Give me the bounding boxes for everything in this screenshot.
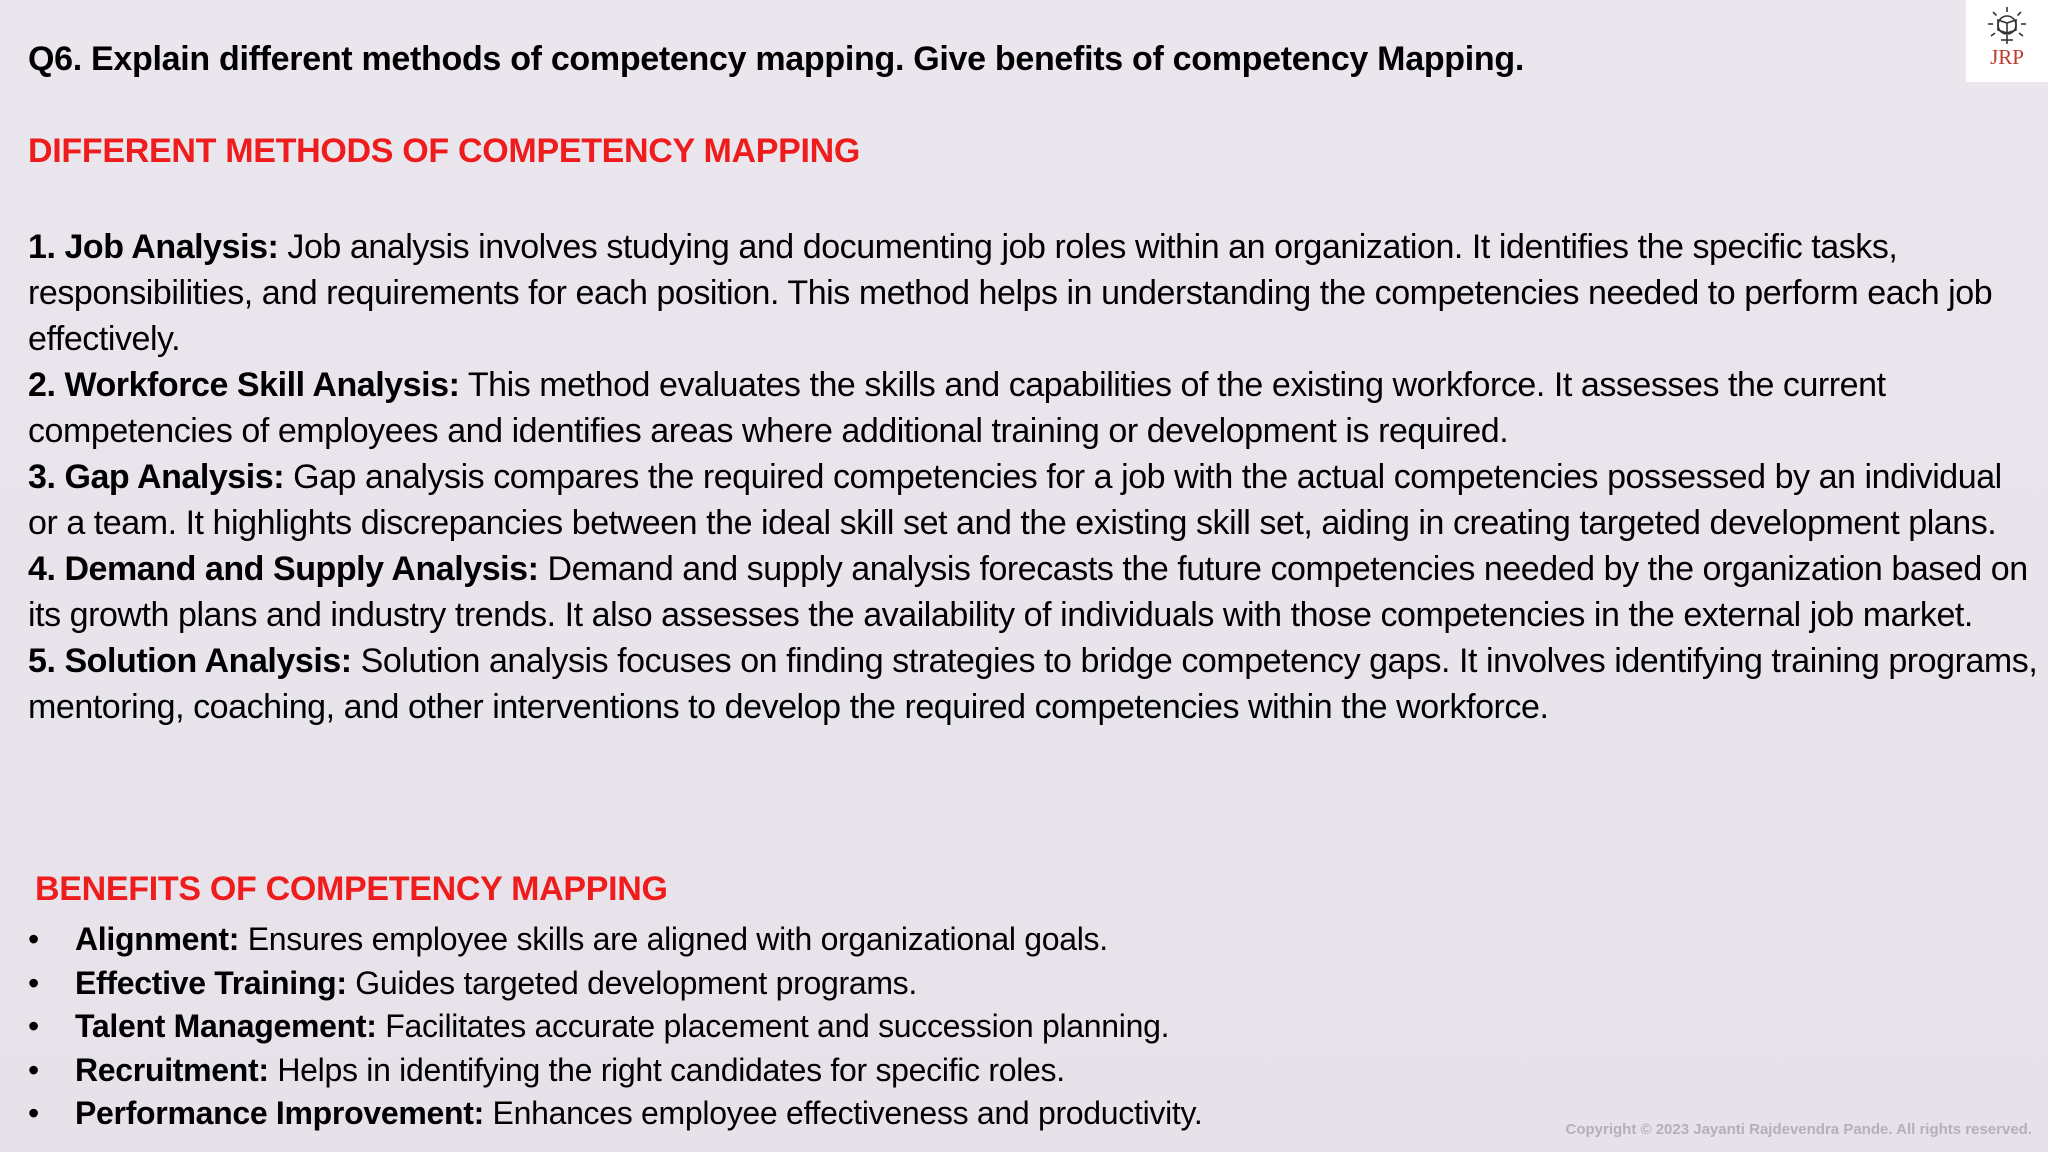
method-item [28, 454, 2038, 546]
method-text: Job analysis involves studying and documenting job roles within an organization. It identifies the specific tasks, responsibilities, and requirements for each position. This method helps in understanding the competencies needed to perform each job effectively. [28, 228, 1993, 358]
logo [1966, 0, 2048, 82]
benefit-text: Enhances employee effectiveness and productivity. [483, 1095, 1203, 1131]
benefit-item [28, 918, 1628, 962]
question-title: Q6. Explain different methods of competency mapping. Give benefits of competency Mapping. [28, 40, 1524, 78]
bullet-icon: • [28, 1095, 39, 1131]
benefit-text: Guides targeted development programs. [346, 964, 917, 1001]
benefit-item [28, 962, 1628, 1006]
method-text: This method evaluates the skills and capabilities of the existing workforce. It assesses the current competencies of employees and identifies areas where additional training or development is required. [28, 366, 1886, 450]
method-title: 4. Demand and Supply Analysis: [28, 550, 539, 588]
method-title: 2. Workforce Skill Analysis: [28, 366, 460, 404]
benefit-title: Alignment: [75, 921, 240, 957]
bullet-icon: • [28, 1051, 39, 1088]
method-title: 3. Gap Analysis: [28, 458, 285, 496]
method-text: Gap analysis compares the required competencies for a job with the actual competencies possessed by an individual or a team. It highlights discrepancies between the ideal skill set and the existing skill set, aiding in creating targeted development plans. [28, 458, 2002, 542]
method-item [28, 638, 2038, 730]
logo-text: JRP [1990, 45, 2024, 69]
benefit-item [28, 1005, 1628, 1049]
benefit-title: Talent Management: [75, 1008, 377, 1044]
benefit-title: Effective Training: [75, 964, 347, 1001]
benefit-item [28, 1049, 1628, 1093]
benefit-text: Helps in identifying the right candidates for specific roles. [268, 1051, 1065, 1088]
benefit-item [28, 1092, 1628, 1136]
benefits-heading: BENEFITS OF COMPETENCY MAPPING [35, 870, 668, 908]
bullet-icon: • [28, 1008, 39, 1044]
bullet-icon: • [28, 964, 39, 1001]
method-item [28, 546, 2038, 638]
benefits-list [28, 918, 1628, 1136]
method-title: 1. Job Analysis: [28, 228, 279, 266]
benefit-text: Ensures employee skills are aligned with organizational goals. [239, 921, 1108, 957]
book-sun-logo-icon [1986, 6, 2028, 46]
bullet-icon: • [28, 921, 39, 957]
benefit-title: Performance Improvement: [75, 1095, 484, 1131]
benefit-title: Recruitment: [75, 1051, 269, 1088]
copyright-notice: Copyright © 2023 Jayanti Rajdevendra Pande. All rights reserved. [1565, 1121, 2032, 1138]
method-item [28, 362, 2038, 454]
method-text: Demand and supply analysis forecasts the future competencies needed by the organization based on its growth plans and industry trends. It also assesses the availability of individuals with those competencies in the external job market. [28, 550, 2028, 634]
method-title: 5. Solution Analysis: [28, 642, 352, 680]
method-item [28, 224, 2038, 362]
method-text: Solution analysis focuses on finding strategies to bridge competency gaps. It involves identifying training programs, mentoring, coaching, and other interventions to develop the required competencies within the workforce. [28, 642, 2038, 726]
methods-list [28, 224, 2038, 730]
methods-heading: DIFFERENT METHODS OF COMPETENCY MAPPING [28, 132, 861, 170]
benefit-text: Facilitates accurate placement and succession planning. [376, 1008, 1170, 1044]
